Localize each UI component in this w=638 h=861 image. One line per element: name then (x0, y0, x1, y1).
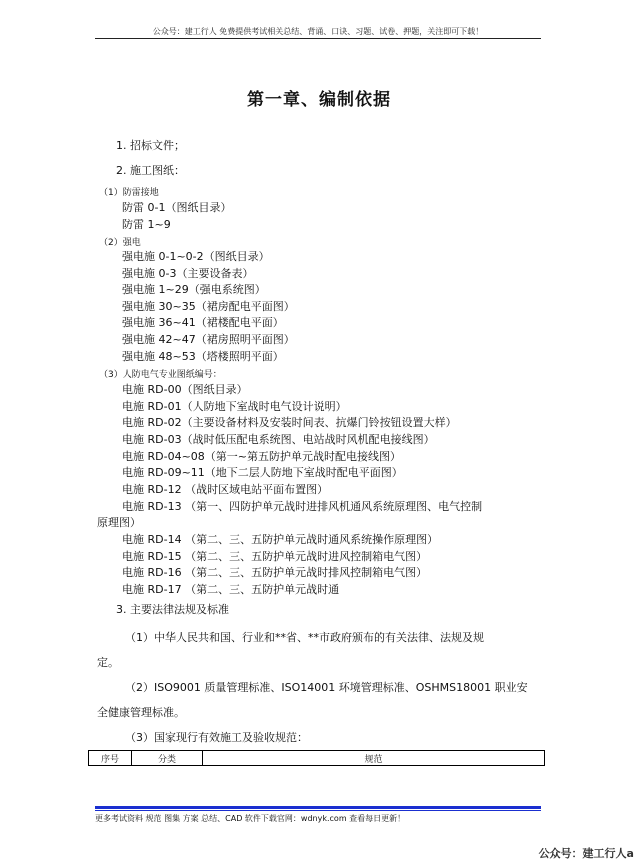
paragraph-line: 定。 (97, 656, 119, 669)
drawing-line: 电施 RD-12 （战时区域电站平面布置图） (122, 483, 329, 496)
drawing-line: 电施 RD-15 （第二、三、五防护单元战时进风控制箱电气图） (122, 550, 428, 563)
table-header-cell: 规范 (364, 754, 383, 765)
subheading: （1）防雷接地 (99, 188, 159, 198)
drawing-line: 电施 RD-03（战时低压配电系统图、电站战时风机配电接线图） (122, 433, 435, 446)
drawing-line: 电施 RD-17 （第二、三、五防护单元战时通 (122, 583, 340, 596)
drawing-line: 强电施 42~47（裙房照明平面图） (122, 333, 295, 346)
drawing-line: 防雷 0-1（图纸目录） (122, 201, 232, 214)
table-header-cell: 分类 (132, 751, 203, 765)
drawing-line: 防雷 1~9 (122, 218, 171, 231)
paragraph-line: （1）中华人民共和国、行业和**省、**市政府颁布的有关法律、法规及规 (125, 631, 484, 644)
page-header: 公众号：建工行人 免费提供考试相关总结、背诵、口诀、习题、试卷、押题，关注即可下载！ (152, 27, 484, 36)
drawing-line: 强电施 48~53（塔楼照明平面） (122, 350, 284, 363)
list-item: 2. 施工图纸： (116, 164, 185, 177)
chapter-title: 第一章、编制依据 (247, 90, 391, 110)
drawing-line: 强电施 1~29（强电系统图） (122, 283, 266, 296)
drawing-line: 强电施 0-3（主要设备表） (122, 267, 254, 280)
paragraph-line: （3）国家现行有效施工及验收规范： (125, 731, 308, 744)
drawing-line: 电施 RD-13 （第一、四防护单元战时进排风机通风系统原理图、电气控制 (122, 500, 483, 513)
drawing-line: 电施 RD-00（图纸目录） (122, 383, 248, 396)
drawing-line: 电施 RD-04~08（第一~第五防护单元战时配电接线图） (122, 450, 402, 463)
table-header-cell: 序号 (89, 751, 132, 765)
list-item: 1. 招标文件； (116, 139, 185, 152)
drawing-line: 强电施 30~35（裙房配电平面图） (122, 300, 295, 313)
header-divider (95, 38, 541, 39)
paragraph-line: （2）ISO9001 质量管理标准、ISO14001 环境管理标准、OSHMS18001 职业安 (125, 681, 528, 694)
drawing-line: 电施 RD-09~11（地下二层人防地下室战时配电平面图） (122, 466, 403, 479)
paragraph-line: 全健康管理标准。 (97, 706, 185, 719)
drawing-line-wrap: 原理图） (97, 516, 141, 529)
drawing-line: 电施 RD-01（人防地下室战时电气设计说明） (122, 400, 347, 413)
drawing-line: 电施 RD-14 （第二、三、五防护单元战时通风系统操作原理图） (122, 533, 439, 546)
list-item: 3. 主要法律法规及标准 (116, 603, 229, 616)
subheading: （2）强电 (99, 238, 141, 248)
footer-divider (95, 806, 541, 809)
footer-divider (95, 810, 541, 811)
drawing-line: 强电施 36~41（裙楼配电平面） (122, 316, 284, 329)
watermark: 公众号：建工行人a (538, 847, 634, 860)
subheading: （3）人防电气专业图纸编号： (99, 370, 222, 380)
drawing-line: 电施 RD-16 （第二、三、五防护单元战时排风控制箱电气图） (122, 566, 428, 579)
standards-table-header (88, 750, 545, 766)
drawing-line: 电施 RD-02（主要设备材料及安装时间表、抗爆门铃按钮设置大样） (122, 416, 457, 429)
drawing-line: 强电施 0-1~0-2（图纸目录） (122, 250, 270, 263)
page-footer: 更多考试资料 规范 图集 方案 总结、CAD 软件下载官网：wdnyk.com 查看每日更新！ (95, 814, 406, 823)
